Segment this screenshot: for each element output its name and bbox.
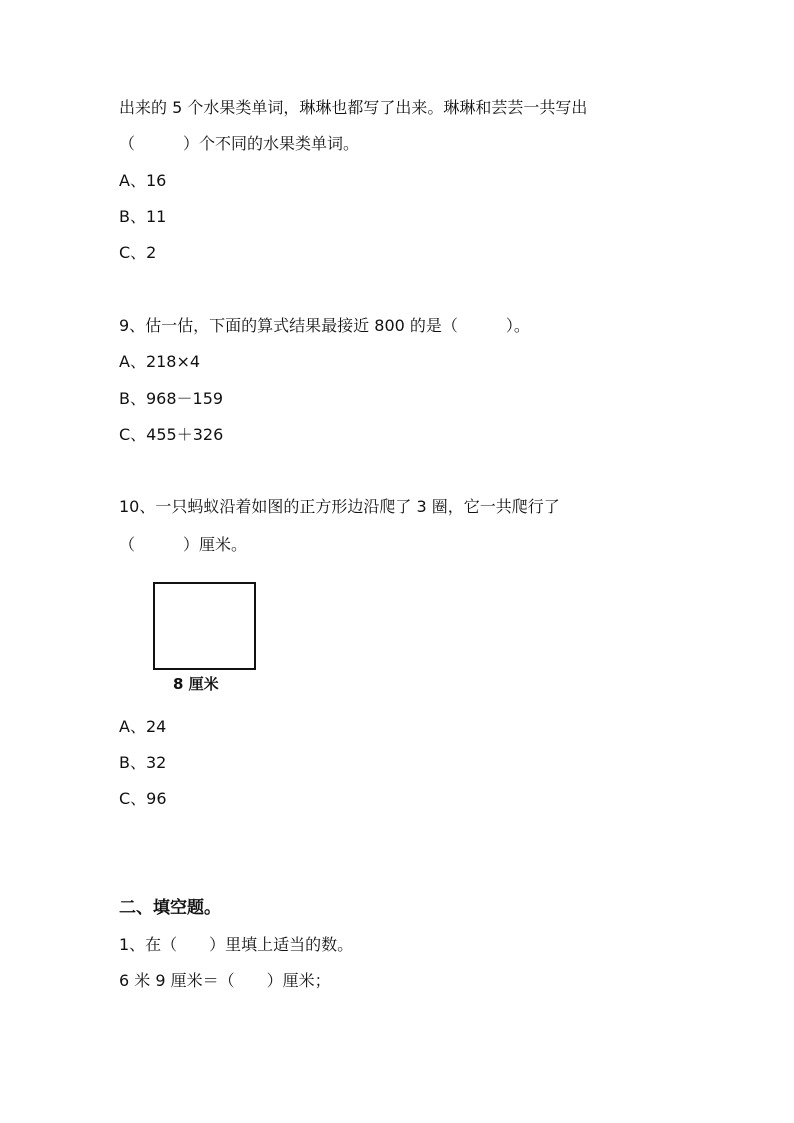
- q10-option-c: C、96: [119, 789, 167, 808]
- q8-option-a: A、16: [119, 171, 167, 190]
- square-side-label: 8 厘米: [173, 675, 219, 693]
- q8-option-b: B、11: [119, 207, 167, 226]
- q8-option-c: C、2: [119, 243, 157, 262]
- q9-option-c: C、455＋326: [119, 425, 224, 444]
- s2-q1-item: 6 米 9 厘米＝（ ）厘米；: [119, 971, 331, 990]
- q10-text-line-2: （ ）厘米。: [119, 535, 248, 554]
- q9-text: 9、估一估，下面的算式结果最接近 800 的是（ ）。: [119, 316, 530, 335]
- q10-option-a: A、24: [119, 717, 167, 736]
- section-2-heading: 二、填空题。: [119, 898, 221, 918]
- q8-text-line-1: 出来的 5 个水果类单词，琳琳也都写了出来。琳琳和芸芸一共写出: [119, 98, 588, 117]
- q9-option-a: A、218×4: [119, 352, 201, 371]
- q10-text-line-1: 10、一只蚂蚁沿着如图的正方形边沿爬了 3 圈，它一共爬行了: [119, 497, 560, 516]
- q10-option-b: B、32: [119, 753, 167, 772]
- s2-q1-text: 1、在（ ）里填上适当的数。: [119, 935, 354, 954]
- square-figure: [153, 582, 256, 670]
- q8-text-line-2: （ ）个不同的水果类单词。: [119, 134, 360, 153]
- q9-option-b: B、968－159: [119, 389, 224, 408]
